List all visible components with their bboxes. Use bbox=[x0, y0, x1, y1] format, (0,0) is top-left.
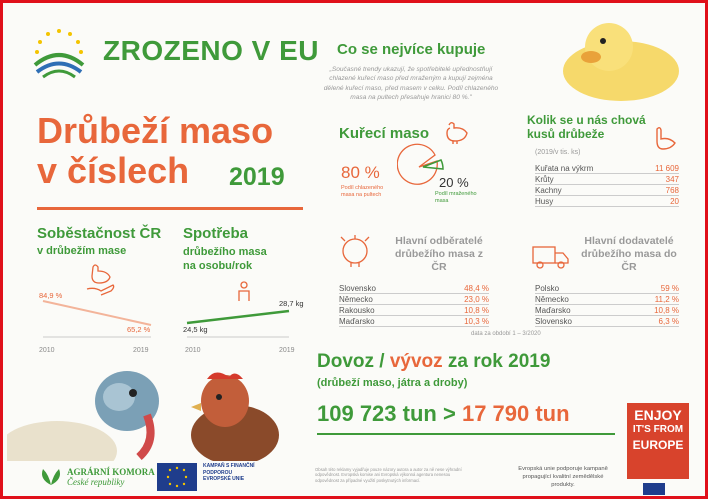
chilled-percentage: 80 % bbox=[341, 163, 380, 182]
chicken-title: Kuřecí maso bbox=[339, 125, 430, 142]
hen-hand-icon bbox=[83, 261, 119, 297]
selfsufficiency-year-start: 2010 bbox=[39, 347, 55, 354]
buyers-table bbox=[339, 283, 489, 327]
selfsufficiency-start-value: 84,9 % bbox=[39, 291, 63, 300]
eu-flag-small-icon bbox=[643, 483, 665, 495]
selfsufficiency-year-end: 2019 bbox=[133, 347, 149, 354]
selfsufficiency-end-value: 65,2 % bbox=[127, 325, 151, 334]
consumption-start-value: 24,5 kg bbox=[183, 325, 208, 334]
eu-stars-logo-icon bbox=[25, 25, 93, 81]
suppliers-title: Hlavní dodavatelé drůbežího masa do ČR bbox=[581, 235, 677, 273]
turkey-photo bbox=[7, 361, 183, 461]
disclaimer-text: Obsah této reklamy vyjadřuje pouze názory autora a autor za ně nese výhradní odpovědnost. Evropská komise ani Evropská výkonná agentura nenesou odpovědnost za případné využití poskytnutých informací. bbox=[315, 467, 462, 483]
agrarian-chamber-name: AGRÁRNÍ KOMORA České republiky bbox=[67, 467, 155, 487]
agrarian-chamber-logo-icon bbox=[37, 465, 65, 487]
farming-title: Kolik se u nás chová kusů drůbeže bbox=[527, 113, 646, 141]
popular-title: Co se nejvíce kupuje bbox=[337, 41, 486, 58]
enjoy-europe-badge bbox=[627, 403, 689, 479]
selfsufficiency-title: Soběstačnost ČR bbox=[37, 225, 162, 242]
table-row: Německo 23,0 % bbox=[339, 295, 489, 304]
farming-table bbox=[535, 163, 679, 207]
consumption-year-start: 2010 bbox=[185, 347, 201, 354]
frozen-percentage: 20 % bbox=[439, 175, 469, 190]
enjoy-line-2: IT'S FROM bbox=[632, 424, 684, 435]
enjoy-line-3: EUROPE bbox=[632, 438, 684, 452]
truck-icon bbox=[531, 241, 571, 271]
turkey-icon bbox=[337, 233, 373, 269]
hen-photo bbox=[185, 365, 281, 461]
eu-support-text: Evropská unie podporuje kampaně propagující kvalitní zemědělské produkty. bbox=[518, 466, 608, 488]
table-row: Polsko 59 % bbox=[535, 284, 679, 293]
suppliers-table bbox=[535, 283, 679, 327]
farming-unit: (2019/v tis. ks) bbox=[535, 149, 581, 156]
selfsufficiency-line-chart bbox=[39, 299, 159, 339]
title-line-1: Drůbeží maso bbox=[37, 110, 274, 151]
consumption-subtitle: drůbežího masa na osobu/rok bbox=[183, 246, 267, 272]
table-row: Kachny 768 bbox=[535, 186, 679, 195]
goose-icon bbox=[651, 125, 679, 153]
popular-quote: „Současné trendy ukazují, že spotřebitelé upřednostňují chlazené kuřecí maso před mraženým a kupují zejména dělené kuřecí maso, před masem v celku. Podíl chlazeného masa na pultech přesahuje hranici 80 %." bbox=[323, 66, 499, 102]
table-row: Slovensko 6,3 % bbox=[535, 317, 679, 326]
consumption-title: Spotřeba bbox=[183, 225, 249, 242]
trade-title: Dovoz / vývoz za rok 2019 bbox=[317, 351, 551, 372]
table-row: Maďarsko 10,8 % bbox=[535, 306, 679, 315]
table-row: Krůty 347 bbox=[535, 175, 679, 184]
table-row: Husy 20 bbox=[535, 197, 679, 206]
eu-flag-icon bbox=[157, 463, 197, 491]
table-row: Maďarsko 10,3 % bbox=[339, 317, 489, 326]
consumption-year-end: 2019 bbox=[279, 347, 295, 354]
table-row: Německo 11,2 % bbox=[535, 295, 679, 304]
selfsufficiency-subtitle: v drůbežím mase bbox=[37, 245, 127, 257]
title-underline bbox=[37, 207, 303, 210]
trade-subtitle: (drůbeží maso, játra a droby) bbox=[317, 377, 468, 389]
campaign-text: KAMPAŇ S FINANČNÍ PODPOROU EVROPSKÉ UNIE bbox=[203, 463, 255, 482]
import-value: 109 723 tun bbox=[317, 401, 437, 426]
duckling-photo bbox=[551, 11, 691, 103]
buyers-title: Hlavní odběratelé drůbežího masa z ČR bbox=[394, 235, 484, 273]
chilled-label: Podíl chlazeného masa na pultech bbox=[341, 185, 384, 198]
logo-text: ZROZENO V EU bbox=[103, 35, 320, 66]
table-row: Slovensko 48,4 % bbox=[339, 284, 489, 293]
chicken-icon bbox=[441, 119, 471, 145]
title-year: 2019 bbox=[229, 163, 285, 191]
consumption-end-value: 28,7 kg bbox=[279, 299, 304, 308]
table-row: Rakousko 10,8 % bbox=[339, 306, 489, 315]
data-note: data za období 1 – 3/2020 bbox=[471, 331, 541, 337]
consumption-line-chart bbox=[183, 307, 293, 339]
trade-values bbox=[317, 401, 570, 427]
trade-underline bbox=[317, 433, 615, 435]
frozen-label: Podíl mraženého masa bbox=[435, 191, 477, 204]
title-line-2: v číslech bbox=[37, 150, 190, 191]
table-row: Kuřata na výkrm 11 609 bbox=[535, 164, 679, 173]
trade-operator: > bbox=[442, 401, 456, 426]
enjoy-line-1: ENJOY bbox=[634, 407, 682, 423]
export-value: 17 790 tun bbox=[461, 401, 570, 426]
person-icon bbox=[237, 281, 251, 303]
